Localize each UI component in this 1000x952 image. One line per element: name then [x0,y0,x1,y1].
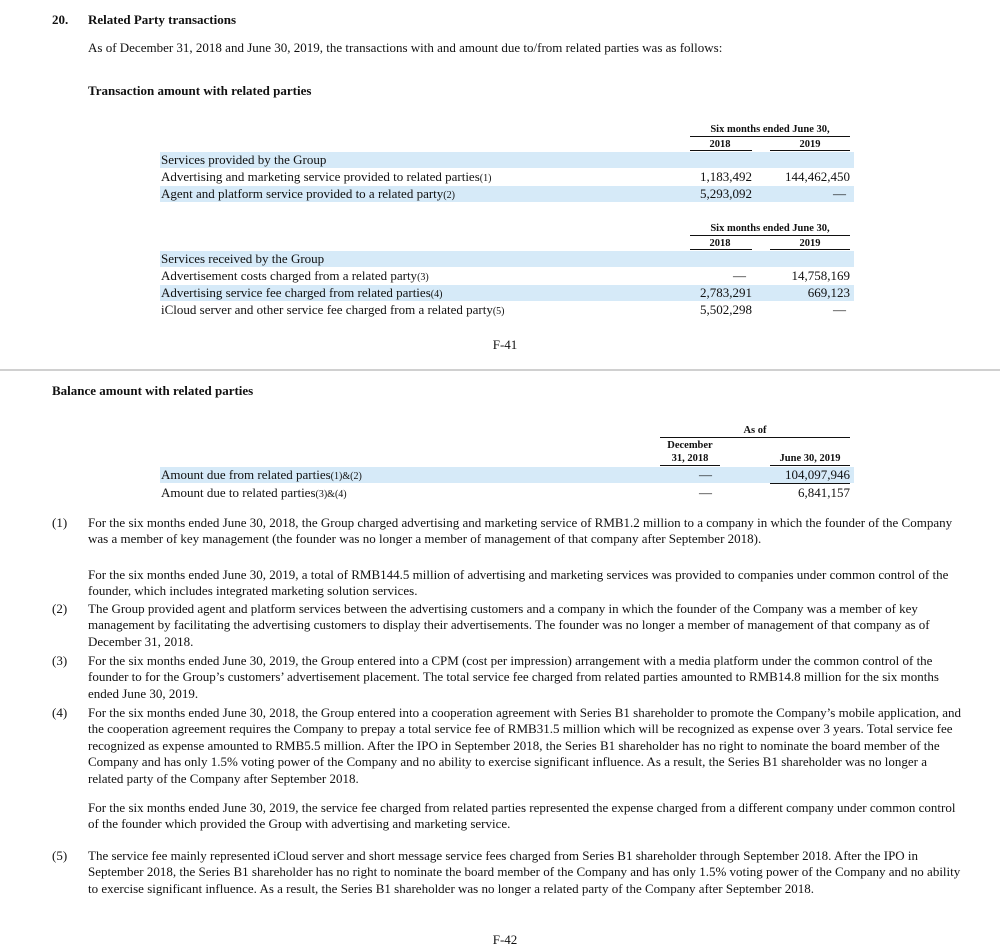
table-row-label: Agent and platform service provided to a related party(2) [161,186,455,201]
page-number: F-41 [492,337,518,352]
table-cell-value: 1,183,492 [700,169,752,184]
table-row-label: Advertising and marketing service provided to related parties(1) [161,169,492,184]
page-number-2: F-42 [492,932,518,947]
balance-heading: Balance amount with related parties [52,383,254,398]
balance-as-of: As of [743,425,767,436]
transactions-heading: Transaction amount with related parties [88,83,312,98]
balance-col-jun: June 30, 2019 [779,453,841,464]
section-intro: As of December 31, 2018 and June 30, 2019, the transactions with and amount due to/from related parties was as follows: [88,40,723,55]
table-cell-value: — [833,186,846,201]
table-cell-value: — [733,268,746,283]
footnote-text: For the six months ended June 30, 2019, the service fee charged from related parties represented the expense charged from a different company under common control of the founder which provided the Group with advertising and marketing service. [88,800,956,832]
footnote-text: For the six months ended June 30, 2018, the Group charged advertising and marketing service of RMB1.2 million to a company in which the founder of the Company was a member of key management (the founder was no longer a member of management of that company after September 2018). [88,515,953,547]
footnote-text: The service fee mainly represented iCloud server and short message service fees charged from Series B1 shareholder through September 2018. After the IPO in September 2018, the Series B1 shareholder has no right to nominate the board member of the Company and has only 1.5% voting power of the Company and no ability to exercise significant influence. As a result, the Series B1 shareholder was no longer a related party of the Company after September 2018. [88,848,961,896]
provided-col-2019: 2019 [799,139,821,150]
footnote-text: For the six months ended June 30, 2019, a total of RMB144.5 million of advertising and marketing services was provided to companies under common control of the founder, which includes integrated marketing solution services. [88,567,949,599]
received-period-header: Six months ended June 30, [710,223,830,234]
provided-col-2018: 2018 [709,139,731,150]
balance-col-dec-2: 31, 2018 [671,453,709,464]
table-cell-value: 5,293,092 [700,186,752,201]
received-col-2019: 2019 [799,238,821,249]
footnote-number: (1) [52,515,68,530]
table-cell-value: 5,502,298 [700,302,752,317]
section-title: Related Party transactions [88,12,237,27]
provided-period-header: Six months ended June 30, [710,124,830,135]
footnote-text: For the six months ended June 30, 2018, the Group entered into a cooperation agreement with Series B1 shareholder to promote the Company’s mobile application, and the cooperation agreement requires the Company to prepay a total service fee of RMB31.5 million which will be recognized as expense over 3 years. Total service fee recognized as expense amounted to RMB5.5 million. After the IPO in September 2018, the Series B1 shareholder has no right to nominate the board member of the Company and has only 1.5% voting power of the Company and no ability to exercise significant influence. As a result, the Series B1 shareholder was no longer a related party of the Company after September 2018. [88,705,961,786]
table-row-label: iCloud server and other service fee charged from a related party(5) [161,302,505,317]
table-cell-value: 104,097,946 [785,467,850,482]
table-cell-value: 6,841,157 [798,485,850,500]
footnote-number: (3) [52,653,68,668]
table-cell-value: 14,758,169 [791,268,850,283]
balance-col-dec-1: December [667,440,713,451]
footnote-number: (5) [52,848,68,863]
footnote-text: The Group provided agent and platform services between the advertising customers and a company in which the founder of the Company was a member of key management by facilitating the advertising customers to display their advertisements. The founder was no longer a member of management of that company as of December 31, 2018. [88,601,930,649]
received-group-label: Services received by the Group [161,251,325,266]
footnote-number: (4) [52,705,68,720]
table-cell-value: — [699,467,712,482]
footnote-number: (2) [52,601,68,616]
provided-group-label: Services provided by the Group [161,152,327,167]
page-separator [0,369,1000,371]
table-cell-value: 669,123 [807,285,850,300]
table-cell-value: — [699,485,712,500]
table-row-label: Advertising service fee charged from related parties(4) [161,285,443,300]
table-row-label: Advertisement costs charged from a related party(3) [161,268,429,283]
table-cell-value: — [833,302,846,317]
section-number: 20. [52,12,69,27]
footnote-text: For the six months ended June 30, 2019, the Group entered into a CPM (cost per impression) arrangement with a media platform under the common control of the founder to for the Group’s customers’ advertisement placement. The total service fee charged from related parties amounted to RMB14.8 million for the six months ended June 30, 2019. [88,653,939,701]
table-row-label: Amount due to related parties(3)&(4) [161,485,347,500]
table-cell-value: 2,783,291 [700,285,752,300]
received-col-2018: 2018 [709,238,731,249]
table-cell-value: 144,462,450 [785,169,850,184]
table-row-label: Amount due from related parties(1)&(2) [161,467,362,482]
